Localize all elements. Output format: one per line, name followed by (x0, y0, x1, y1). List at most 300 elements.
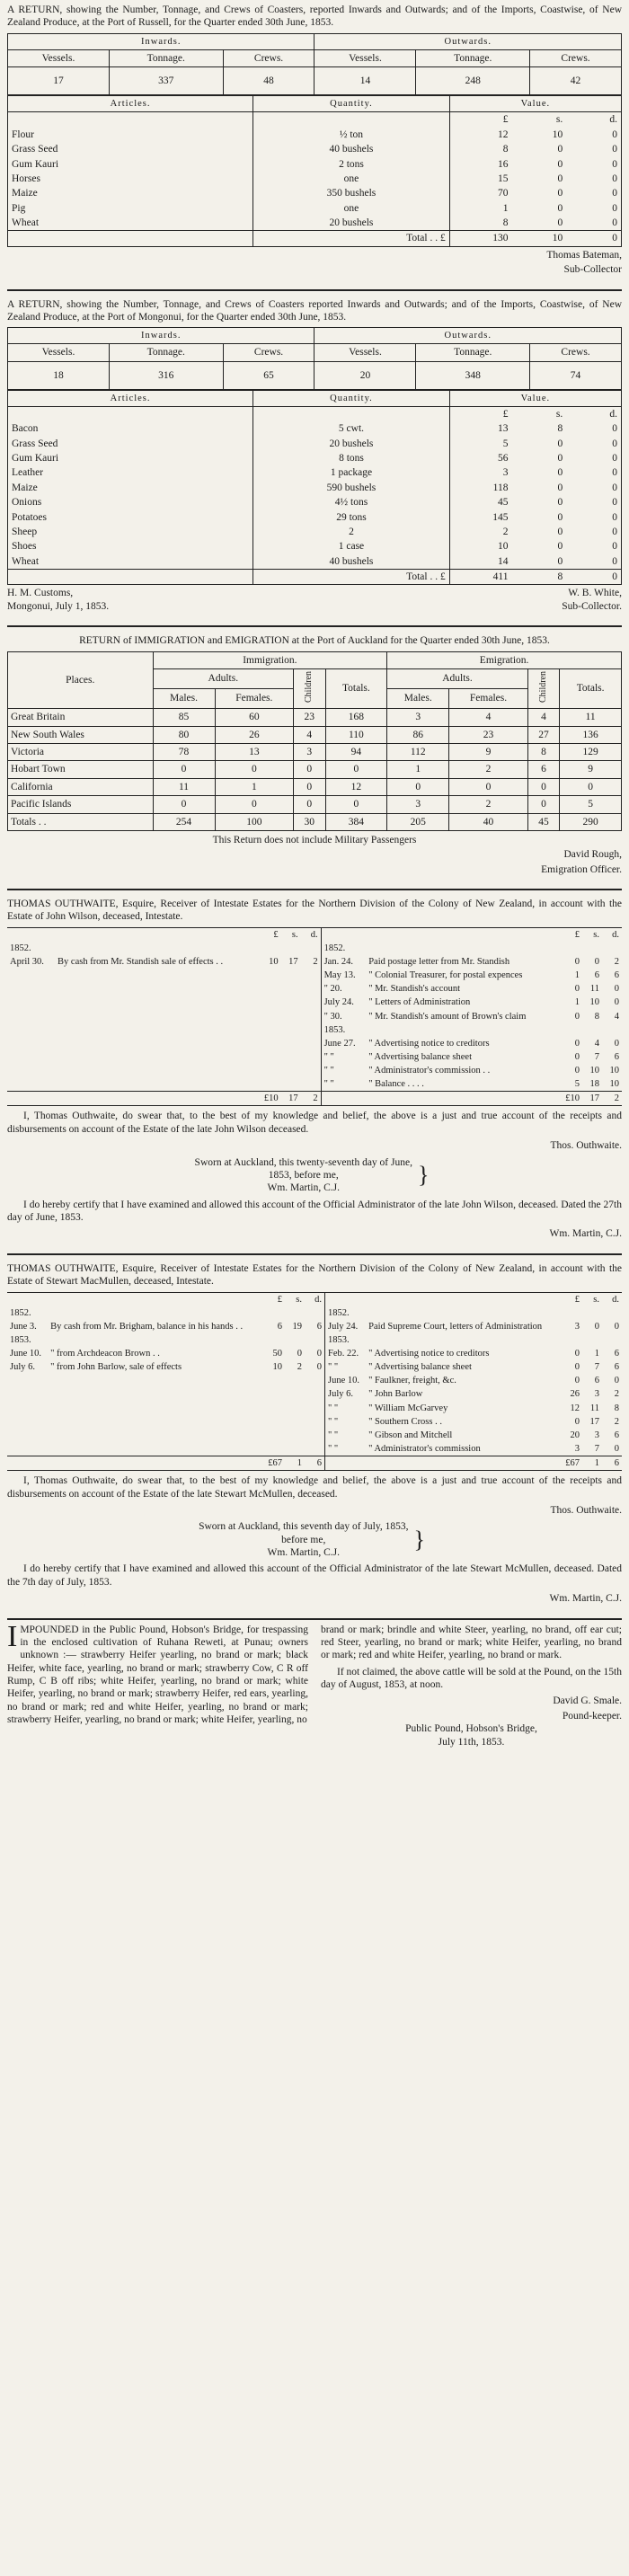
count-ef: 0 (449, 778, 528, 795)
article-name: Grass Seed (8, 437, 253, 451)
blank-cell (7, 1415, 324, 1429)
count-if: 13 (215, 744, 294, 761)
article-value (449, 437, 621, 451)
count-ef: 9 (449, 744, 528, 761)
entry-d: 2 (614, 1389, 619, 1400)
entry-text: " Letters of Administration (368, 997, 471, 1008)
lsd-label: £ (273, 929, 279, 940)
blank-cell (7, 1456, 265, 1471)
article-value (449, 201, 621, 216)
article-name: Shoes (8, 539, 253, 553)
entry-l (563, 942, 582, 955)
value-d: 0 (612, 453, 617, 464)
impounded-date: July 11th, 1853. (438, 1736, 505, 1748)
entry-l: 12 (570, 1403, 580, 1413)
col-crews: Crews. (223, 49, 314, 66)
adults-header: Adults. (153, 668, 294, 688)
entry-text: " Administrator's commission . . (368, 1066, 491, 1076)
impounded-col-2 (321, 1624, 622, 1748)
account-row (7, 1023, 622, 1037)
entry-d: 0 (614, 1038, 619, 1049)
entry-s: 0 (594, 1321, 599, 1332)
blank-cell (7, 1023, 321, 1037)
entry-s: 10 (589, 997, 599, 1008)
entry-s: 6 (594, 1376, 599, 1386)
immigration-row (8, 726, 622, 743)
count-em: 3 (387, 709, 449, 726)
entry-date: 1853. (321, 1023, 366, 1037)
blank-cell (7, 1037, 321, 1050)
inwards-vessels: 17 (8, 67, 110, 95)
entry-date: June 10. (10, 1349, 41, 1359)
immigration-row (8, 778, 622, 795)
account-row (7, 1306, 622, 1320)
entry-d (602, 1333, 622, 1347)
entry-s: 6 (594, 970, 599, 981)
immigration-return (7, 634, 622, 876)
count-im: 78 (153, 744, 215, 761)
entry-text: " Balance . . . . (368, 1079, 424, 1090)
count-ef: 23 (449, 726, 528, 743)
macmullen-certify: I do hereby certify that I have examined and allowed this account of the Official Administrator of the late Stewart McMullen, deceased. Dated the 7th day of July, 1853. (7, 1563, 622, 1588)
russell-intro: A RETURN, showing the Number, Tonnage, and Crews of Coasters, reported Inwards and Outwards; and of the Imports, Coastwise, of New Zealand Produce, at the Port of Russell, for the Quarter ended 30th June, 1853. (7, 4, 622, 29)
total-left-l: £10 (261, 1092, 281, 1106)
entry-s: 0 (297, 1349, 302, 1359)
count-if: 0 (215, 761, 294, 778)
macmullen-sworn-by: Wm. Martin, C.J. (267, 1547, 340, 1558)
entry-s: 11 (589, 1403, 599, 1413)
entry-text: " Faulkner, freight, &c. (368, 1376, 456, 1386)
entry-d (305, 1306, 325, 1320)
value-d: 0 (612, 217, 617, 228)
total-row (8, 570, 622, 585)
entry-d: 8 (614, 1403, 619, 1413)
count-et: 5 (560, 796, 622, 813)
value-s: 0 (557, 555, 563, 567)
lsd-label: s. (555, 114, 563, 126)
quantity-header: Quantity. (253, 96, 450, 112)
impounded-text-1: MPOUNDED in the Public Pound, Hobson's Bridge, for trespassing in the enclosed cultivation of Ruhana Reweti, at Punau; owners unknown :— strawberry Heifer yearling, no brand or mark; black Heifer, white face, yearling, no brand or mark; strawberry Cow, C R off Rump, C B off ribs; white Heifer, yearling, no brand or mark; white Heifer, yearling, no brand or mark; strawberry Heifer, red ears, yearling, no brand or mark; red and white Heifer, yearling, no brand or mark; strawberry Heifer, yearling, no brand or mark; white Heifer, yearling, no (7, 1624, 308, 1726)
article-row (8, 525, 622, 539)
article-quantity: 590 bushels (253, 481, 450, 495)
total-right-l: £10 (563, 1092, 582, 1106)
entry-l: 3 (574, 1321, 580, 1332)
value-s: 0 (557, 511, 563, 523)
entry-date: May 13. (321, 969, 366, 982)
entry-date: " " (324, 1442, 366, 1456)
count-et: 129 (560, 744, 622, 761)
entry-s (281, 942, 301, 955)
value-l: 145 (492, 511, 509, 523)
totals-header: Totals. (560, 668, 622, 708)
value-l: 10 (497, 541, 509, 553)
entry-date: Jan. 24. (321, 955, 366, 969)
males-header: Males. (153, 689, 215, 709)
article-name: Bacon (8, 421, 253, 436)
value-d: 0 (612, 511, 617, 523)
macmullen-oath: I, Thomas Outhwaite, do swear that, to the best of my knowledge and belief, the above is a just and true account of the receipts and disbursements on account of the Estate of the late Stewart McMullen, deceased. (7, 1475, 622, 1500)
lsd-label: s. (291, 929, 298, 940)
account-total-row (7, 1092, 622, 1106)
total-left-s: 17 (281, 1092, 301, 1106)
entry-d: 0 (614, 1321, 619, 1332)
entry-date: June 10. (324, 1374, 366, 1387)
entry-text: " Mr. Standish's amount of Brown's claim (368, 1011, 527, 1022)
divider (7, 625, 622, 627)
article-row (8, 142, 622, 156)
quantity-header: Quantity. (253, 390, 450, 406)
entry-date: 1852. (324, 1306, 366, 1320)
article-row (8, 451, 622, 465)
article-value (449, 539, 621, 553)
females-header: Females. (215, 689, 294, 709)
entry-text: " from Archdeacon Brown . . (50, 1349, 160, 1359)
col-tonnage: Tonnage. (109, 344, 223, 361)
entry-l (265, 1306, 285, 1320)
value-s: 10 (552, 128, 563, 140)
entry-date: Feb. 22. (324, 1347, 366, 1360)
value-d: 0 (612, 128, 617, 140)
brace-glyph: } (413, 1526, 425, 1553)
entry-d: 2 (614, 1416, 619, 1427)
article-quantity: 2 tons (253, 157, 450, 172)
entry-l: 0 (574, 1011, 580, 1022)
entry-d: 6 (614, 1051, 619, 1062)
blank-cell (253, 112, 450, 128)
blank-cell (8, 570, 253, 585)
value-d: 0 (612, 173, 617, 184)
entry-d: 0 (316, 1362, 322, 1373)
col-crews: Crews. (530, 49, 622, 66)
entry-d: 6 (614, 970, 619, 981)
place-name: Hobart Town (8, 761, 154, 778)
outwards-vessels: 20 (314, 361, 416, 389)
lsd-header-row (7, 927, 622, 942)
entry-l: 10 (269, 957, 279, 967)
count-ec: 4 (527, 709, 559, 726)
blank-cell (7, 996, 321, 1009)
entry-date: " 20. (321, 982, 366, 996)
blank-cell (7, 982, 321, 996)
article-row (8, 437, 622, 451)
total-s: 10 (552, 233, 563, 244)
lsd-label: s. (593, 929, 599, 940)
inwards-crews: 65 (223, 361, 314, 389)
value-d: 0 (612, 423, 617, 435)
col-crews: Crews. (223, 344, 314, 361)
entry-s: 8 (594, 1011, 599, 1022)
wilson-oath-signature: Thos. Outhwaite. (550, 1140, 622, 1152)
entry-d (602, 1306, 622, 1320)
article-name: Sheep (8, 525, 253, 539)
article-row (8, 554, 622, 570)
entry-date: April 30. (10, 957, 44, 967)
russell-signature: Thomas Bateman, (546, 249, 622, 261)
entry-s (285, 1333, 305, 1347)
immigration-signature: David Rough, (563, 849, 622, 861)
males-header: Males. (387, 689, 449, 709)
col-crews: Crews. (530, 344, 622, 361)
entry-text: " Advertising notice to creditors (368, 1349, 490, 1359)
place-name: Pacific Islands (8, 796, 154, 813)
count-em: 1 (387, 761, 449, 778)
col-vessels: Vessels. (8, 49, 110, 66)
value-l: 13 (497, 423, 509, 435)
total-ef: 40 (449, 813, 528, 830)
count-if: 0 (215, 796, 294, 813)
article-quantity: 1 case (253, 539, 450, 553)
outwards-tonnage: 348 (416, 361, 530, 389)
lsd-header-row (8, 112, 622, 128)
divider (7, 289, 622, 291)
total-right-l: £67 (563, 1456, 582, 1471)
article-name: Onions (8, 495, 253, 509)
place-name: California (8, 778, 154, 795)
entry-date: July 6. (10, 1362, 36, 1373)
entry-l (563, 1306, 582, 1320)
lsd-label: £ (574, 1294, 580, 1305)
immigration-header: Immigration. (153, 651, 387, 668)
entry-s: 3 (594, 1430, 599, 1440)
blank-cell (7, 1402, 324, 1415)
article-quantity: ½ ton (253, 128, 450, 142)
lsd-label: d. (310, 929, 318, 940)
brace-glyph: } (417, 1161, 430, 1188)
entry-s (582, 942, 602, 955)
count-ec: 0 (527, 796, 559, 813)
place-name: Great Britain (8, 709, 154, 726)
entry-l (563, 1333, 582, 1347)
entry-d (602, 942, 622, 955)
value-l: 70 (497, 188, 509, 199)
value-d: 0 (612, 202, 617, 214)
entry-s: 18 (589, 1079, 599, 1090)
lsd-header (449, 406, 621, 421)
blank-cell (253, 406, 450, 421)
mongonui-return (7, 298, 622, 614)
count-ec: 8 (527, 744, 559, 761)
lsd-label: d. (314, 1294, 322, 1305)
entry-date: " 30. (321, 1010, 366, 1023)
impounded-text-2: brand or mark; brindle and white Steer, yearling, no brand, off ear cut; red Steer, yearling, no brand or mark; white Heifer, yearling, no brand or mark; red and white Heifer, yearling, no brand or mark. (321, 1624, 622, 1661)
account-row (7, 1077, 622, 1092)
blank-cell (7, 1092, 261, 1106)
mongonui-intro: A RETURN, showing the Number, Tonnage, and Crews of Coasters reported Inwards and Outwards; and of the Imports, Coastwise, of New Zealand Produce, at the Port of Mongonui, for the Quarter ended 30th June, 1853. (7, 298, 622, 323)
lsd-header (449, 112, 621, 128)
value-l: 12 (497, 128, 509, 140)
entry-d (305, 1333, 325, 1347)
count-et: 11 (560, 709, 622, 726)
macmullen-certify-signature: Wm. Martin, C.J. (549, 1593, 622, 1605)
count-ef: 2 (449, 761, 528, 778)
wilson-sworn (7, 1156, 622, 1195)
mongonui-place: H. M. Customs, (7, 588, 74, 599)
value-s: 8 (557, 423, 563, 435)
entry-l: 0 (574, 1416, 580, 1427)
entry-l (261, 942, 281, 955)
article-row (8, 465, 622, 480)
blank-cell (7, 1292, 265, 1306)
entry-l: 0 (574, 1349, 580, 1359)
entry-s (582, 1306, 602, 1320)
entry-text: " Colonial Treasurer, for postal expences (368, 970, 523, 981)
outwards-header: Outwards. (314, 33, 622, 49)
total-ec: 45 (527, 813, 559, 830)
value-header: Value. (449, 390, 621, 406)
entry-s (582, 1333, 602, 1347)
value-d: 0 (612, 555, 617, 567)
col-tonnage: Tonnage. (109, 49, 223, 66)
article-quantity: 29 tons (253, 510, 450, 525)
wilson-sworn-line2: 1853, before me, (268, 1169, 339, 1181)
blank-cell (324, 1292, 563, 1306)
impounded-col-1 (7, 1619, 308, 1748)
value-s: 0 (557, 482, 563, 493)
value-d: 0 (612, 188, 617, 199)
wilson-sworn-line1: Sworn at Auckland, this twenty-seventh day of June, (194, 1156, 412, 1168)
total-left-l: £67 (265, 1456, 285, 1471)
articles-header: Articles. (8, 96, 253, 112)
lsd-label: £ (502, 114, 509, 126)
blank-cell (324, 1456, 563, 1471)
entry-date: " " (324, 1429, 366, 1442)
entry-l: 0 (574, 1362, 580, 1373)
entry-s: 10 (589, 1066, 599, 1076)
entry-d: 4 (614, 1011, 619, 1022)
value-d: 0 (612, 144, 617, 155)
outwards-vessels: 14 (314, 67, 416, 95)
total-left-s: 1 (285, 1456, 305, 1471)
entry-s (582, 1023, 602, 1037)
value-s: 0 (557, 173, 563, 184)
count-ec: 0 (527, 778, 559, 795)
article-quantity: 2 (253, 525, 450, 539)
blank-cell (7, 1387, 324, 1401)
entry-text: Paid postage letter from Mr. Standish (368, 957, 510, 967)
macmullen-title: THOMAS OUTHWAITE, Esquire, Receiver of Intestate Estates for the Northern Division of the Colony of New Zealand, in account with the Estate of Stewart MacMullen, deceased, Intestate. (7, 1262, 622, 1288)
total-d: 0 (612, 571, 617, 582)
count-if: 60 (215, 709, 294, 726)
entry-s: 4 (594, 1038, 599, 1049)
count-et: 9 (560, 761, 622, 778)
article-value (449, 128, 621, 142)
article-name: Maize (8, 186, 253, 200)
outwards-header: Outwards. (314, 328, 622, 344)
lsd-header-row (8, 406, 622, 421)
russell-return (7, 4, 622, 277)
impounded-signature: David G. Smale. (553, 1695, 622, 1707)
entry-l: 0 (574, 1066, 580, 1076)
entry-text: " Advertising balance sheet (368, 1051, 472, 1062)
account-row (7, 1429, 622, 1442)
entry-l: 1 (574, 997, 580, 1008)
entry-s: 7 (594, 1443, 599, 1454)
entry-d (602, 1023, 622, 1037)
article-row (8, 172, 622, 186)
inwards-tonnage: 316 (109, 361, 223, 389)
inwards-header: Inwards. (8, 33, 314, 49)
value-l: 56 (497, 453, 509, 464)
entry-d: 6 (614, 1362, 619, 1373)
entry-l: 0 (574, 957, 580, 967)
entry-text: " Advertising balance sheet (368, 1362, 472, 1373)
entry-date: 1853. (324, 1333, 366, 1347)
entry-text (366, 1306, 563, 1320)
value-l: 3 (502, 467, 509, 479)
lsd-label: d. (612, 929, 619, 940)
totals-header: Totals. (325, 668, 387, 708)
article-name: Maize (8, 481, 253, 495)
entry-d: 6 (316, 1321, 322, 1332)
article-quantity: 1 package (253, 465, 450, 480)
article-quantity: 20 bushels (253, 437, 450, 451)
entry-text: " John Barlow (368, 1389, 423, 1400)
count-im: 0 (153, 796, 215, 813)
account-row (7, 1333, 622, 1347)
count-em: 3 (387, 796, 449, 813)
entry-date: June 3. (10, 1321, 37, 1332)
entry-d: 2 (313, 957, 318, 967)
macmullen-estate (7, 1262, 622, 1606)
total-right-d: 2 (602, 1092, 622, 1106)
children-header: Children (527, 668, 559, 708)
entry-date: " " (321, 1064, 366, 1077)
value-d: 0 (612, 467, 617, 479)
article-value (449, 554, 621, 570)
entry-l: 10 (272, 1362, 282, 1373)
entry-text (55, 942, 261, 955)
entry-date: June 27. (321, 1037, 366, 1050)
entry-d: 0 (614, 1443, 619, 1454)
wilson-certify-signature: Wm. Martin, C.J. (549, 1228, 622, 1240)
entry-text: By cash from Mr. Brigham, balance in his hands . . (50, 1321, 244, 1332)
article-value (449, 510, 621, 525)
blank-cell (7, 969, 321, 982)
macmullen-sworn-line2: before me, (281, 1534, 326, 1545)
entry-date: July 24. (321, 996, 366, 1009)
outwards-crews: 74 (530, 361, 622, 389)
impounded-signature-title: Pound-keeper. (562, 1710, 622, 1722)
emigration-header: Emigration. (387, 651, 622, 668)
entry-l: 20 (570, 1430, 580, 1440)
article-row (8, 481, 622, 495)
mongonui-signature-block (7, 587, 622, 613)
col-tonnage: Tonnage. (416, 49, 530, 66)
account-row (7, 1010, 622, 1023)
lsd-header-row (7, 1292, 622, 1306)
total-left-d: 6 (305, 1456, 325, 1471)
article-row (8, 495, 622, 509)
entry-d: 0 (614, 1376, 619, 1386)
total-label: Total . . £ (253, 570, 450, 585)
article-name: Gum Kauri (8, 157, 253, 172)
totals-label: Totals . . (8, 813, 154, 830)
entry-l: 5 (574, 1079, 580, 1090)
col-tonnage: Tonnage. (416, 344, 530, 361)
total-row (8, 231, 622, 246)
article-value (449, 421, 621, 436)
value-s: 0 (557, 497, 563, 509)
place-name: Victoria (8, 744, 154, 761)
immigration-footnote: This Return does not include Military Passengers (212, 834, 417, 845)
russell-signature-title: Sub-Collector (563, 264, 622, 276)
immigration-title: RETURN of IMMIGRATION and EMIGRATION at the Port of Auckland for the Quarter ended 30th June, 1853. (79, 635, 550, 647)
dropcap: I (7, 1619, 18, 1653)
entry-text: By cash from Mr. Standish sale of effects . . (58, 957, 224, 967)
immigration-row (8, 709, 622, 726)
article-value (449, 172, 621, 186)
value-s: 0 (557, 158, 563, 170)
